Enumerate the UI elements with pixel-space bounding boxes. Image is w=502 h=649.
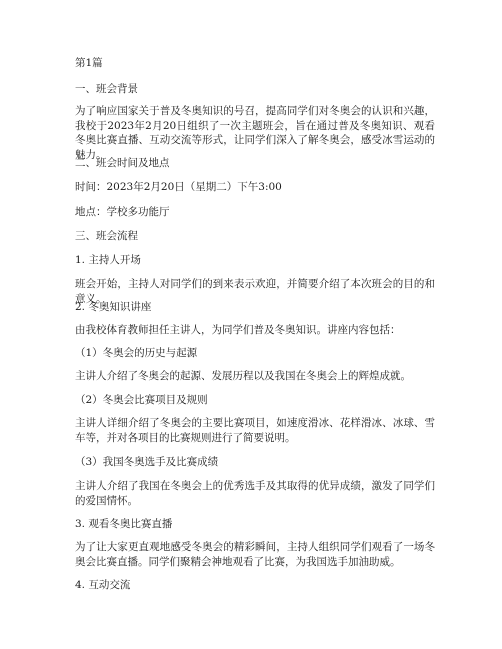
sub1-body: 主讲人介绍了冬奥会的起源、发展历程以及我国在冬奥会上的辉煌成就。 <box>75 370 411 382</box>
sub3-heading: （3）我国冬奥选手及比赛成绩 <box>75 456 219 468</box>
sub1-heading: （1）冬奥会的历史与起源 <box>75 347 198 359</box>
part-label: 第1篇 <box>75 57 103 69</box>
sub3-body: 主讲人介绍了我国在冬奥会上的优秀选手及其取得的优异成绩，激发了同学们的爱国情怀。 <box>75 480 435 507</box>
background-paragraph: 为了响应国家关于普及冬奥知识的号召，提高同学们对冬奥会的认识和兴趣，我校于2023年2月20日组织了一次主题班会，旨在通过普及冬奥知识、观看冬奥比赛直播、互动交流等形式，让同学们深入了解冬奥会，感受冰雪运动的魅力。 <box>75 105 435 161</box>
sub2-heading: （2）冬奥会比赛项目及规则 <box>75 394 208 406</box>
place-line: 地点：学校多功能厅 <box>75 206 170 218</box>
sub2-body: 主讲人详细介绍了冬奥会的主要比赛项目，如速度滑冰、花样滑冰、冰球、雪车等，并对各项目的比赛规则进行了简要说明。 <box>75 417 435 444</box>
section-heading-time-place: 二、班会时间及地点 <box>75 157 170 169</box>
step3-heading: 3. 观看冬奥比赛直播 <box>75 518 173 530</box>
step1-heading: 1. 主持人开场 <box>75 254 141 266</box>
step2-heading: 2. 冬奥知识讲座 <box>75 301 152 313</box>
step4-heading: 4. 互动交流 <box>75 579 131 591</box>
step2-body: 由我校体育教师担任主讲人，为同学们普及冬奥知识。讲座内容包括： <box>75 324 401 336</box>
time-line: 时间：2023年2月20日（星期二）下午3:00 <box>75 181 282 193</box>
section-heading-process: 三、班会流程 <box>75 230 138 242</box>
step1-body: 班会开始，主持人对同学们的到来表示欢迎，并简要介绍了本次班会的目的和意义。 <box>75 278 435 305</box>
step3-body: 为了让大家更直观地感受冬奥会的精彩瞬间，主持人组织同学们观看了一场冬奥会比赛直播。同学们聚精会神地观看了比赛，为我国选手加油助威。 <box>75 541 435 568</box>
section-heading-background: 一、班会背景 <box>75 83 138 95</box>
